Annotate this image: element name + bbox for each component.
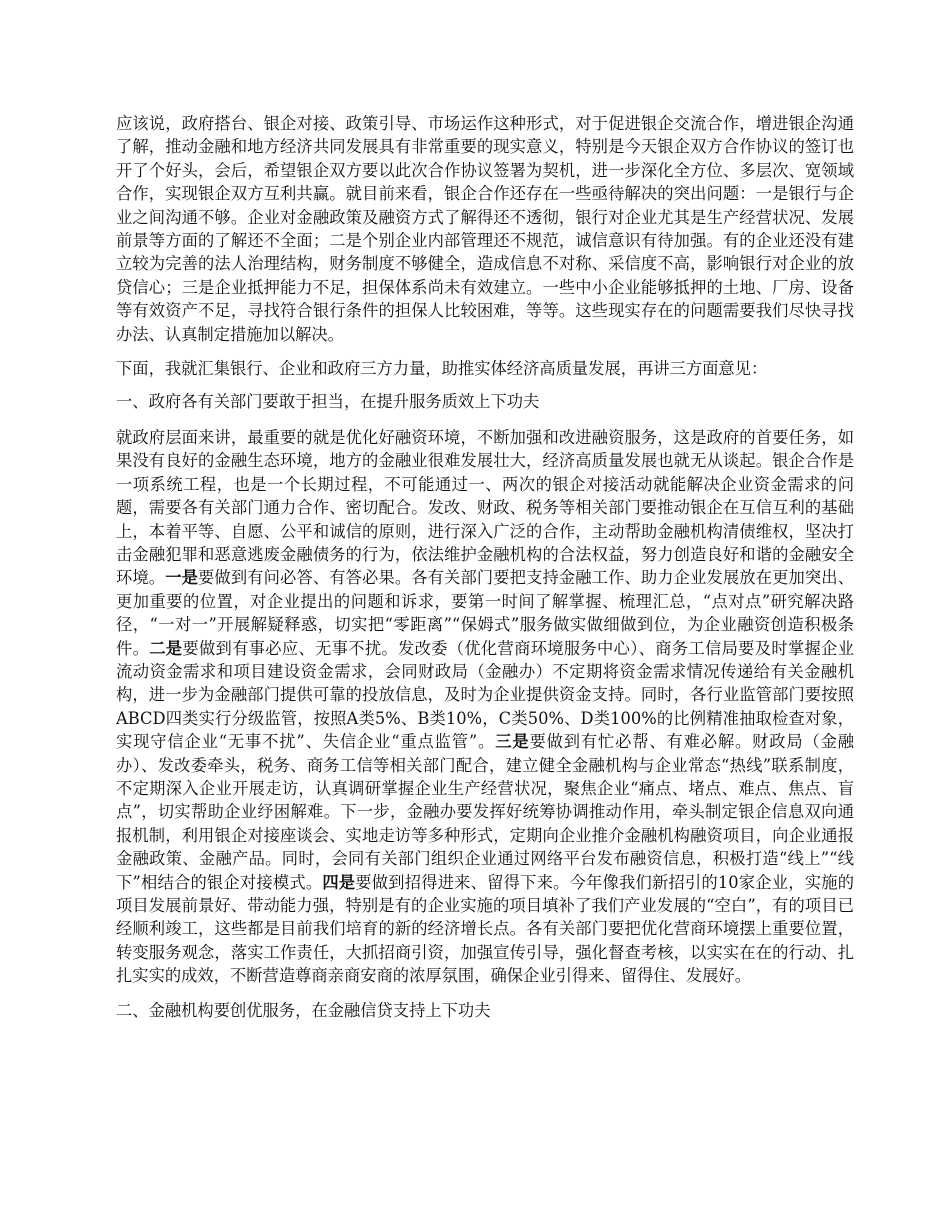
section-heading-2 (116, 999, 854, 1022)
text-run: 应该说，政府搭台、银企对接、政策引导、市场运作这种形式，对于促进银企交流合作，增进银企沟通了解，推动金融和地方经济共同发展具有非常重要的现实意义，特别是今天银企双方合作协议的签订也开了个好头，会后，希望银企双方要以此次合作协议签署为契机，进一步深化全方位、多层次、宽领域合作，实现银企双方互利共赢。就目前来看，银企合作还存在一些亟待解决的突出问题：一是银行与企业之间沟通不够。企业对金融政策及融资方式了解得还不透彻，银行对企业尤其是生产经营状况、发展前景等方面的了解还不全面；二是个别企业内部管理还不规范，诚信意识有待加强。有的企业还没有建立较为完善的法人治理结构，财务制度不够健全，造成信息不对称、采信度不高，影响银行对企业的放贷信心；三是企业抵押能力不足，担保体系尚未有效建立。一些中小企业能够抵押的土地、厂房、设备等有效资产不足，寻找符合银行条件的担保人比较困难，等等。这些现实存在的问题需要我们尽快寻找办法、认真制定措施加以解决。 (116, 114, 854, 344)
text-run: 二、金融机构要创优服务，在金融信贷支持上下功夫 (116, 1000, 491, 1020)
text-run: 要做到有忙必帮、有难必解。财政局（金融办）、发改委牵头，税务、商务工信等相关部门配合，建立健全金融机构与企业常态“热线”联系制度，不定期深入企业开展走访，认真调研掌握企业生产经营状况，聚焦企业“痛点、堵点、难点、焦点、盲点”，切实帮助企业纾困解难。下一步，金融办要发挥好统筹协调推动作用，牵头制定银企信息双向通报机制，利用银企对接座谈会、实地走访等多种形式，定期向企业推介金融机构融资项目，向企业通报金融政策、金融产品。同时，会同有关部门组织企业通过网络平台发布融资信息，积极打造“线上”“线下”相结合的银企对接模式。 (116, 732, 854, 892)
enumerator-bold: 二是 (149, 638, 183, 658)
enumerator-bold: 一是 (165, 568, 199, 588)
text-run: 要做到有事必应、无事不扰。发改委（优化营商环境服务中心）、商务工信局要及时掌握企业流动资金需求和项目建设资金需求，会同财政局（金融办）不定期将资金需求情况传递给有关金融机构，进一步为金融部门提供可靠的投放信息，及时为企业提供资金支持。同时，各行业监管部门要按照ABCD四类实行分级监管，按照A类5%、B类10%，C类50%、D类100%的比例精准抽取检查对象，实现守信企业“无事不扰”、失信企业“重点监管”。 (116, 638, 854, 752)
text-run: 就政府层面来讲，最重要的就是优化好融资环境，不断加强和改进融资服务，这是政府的首要任务，如果没有良好的金融生态环境，地方的金融业很难发展壮大，经济高质量发展也就无从谈起。银企合作是一项系统工程，也是一个长期过程，不可能通过一、两次的银企对接活动就能解决企业资金需求的问题，需要各有关部门通力合作、密切配合。发改、财政、税务等相关部门要推动银企在互信互利的基础上，本着平等、自愿、公平和诚信的原则，进行深入广泛的合作，主动帮助金融机构清债维权，坚决打击金融犯罪和恶意逃废金融债务的行为，依法维护金融机构的合法权益，努力创造良好和谐的金融安全环境。 (116, 427, 854, 588)
paragraph-intro (116, 112, 854, 346)
section-heading-1 (116, 390, 854, 413)
paragraph-transition (116, 357, 854, 380)
enumerator-bold: 四是 (322, 872, 356, 892)
enumerator-bold: 三是 (495, 732, 530, 752)
text-run: 要做到招得进来、留得下来。今年像我们新招引的10家企业，实施的项目发展前景好、带动能力强，特别是有的企业实施的项目填补了我们产业发展的“空白”，有的项目已经顺利竣工，这些都是目前我们培育的新的经济增长点。各有关部门要把优化营商环境摆上重要位置，转变服务观念，落实工作责任，大抓招商引资，加强宣传引导，强化督查考核，以实实在在的行动、扎扎实实的成效，不断营造尊商亲商安商的浓厚氛围，确保企业引得来、留得住、发展好。 (116, 872, 854, 986)
text-run: 一、政府各有关部门要敢于担当，在提升服务质效上下功夫 (116, 392, 540, 412)
text-run: 要做到有问必答、有答必果。各有关部门要把支持金融工作、助力企业发展放在更加突出、更加重要的位置，对企业提出的问题和诉求，要第一时间了解掌握、梳理汇总，“点对点”研究解决路径，“一对一”开展解疑释惑，切实把“零距离”“保姆式”服务做实做细做到位，为企业融资创造积极条件。 (116, 568, 854, 658)
text-run: 下面，我就汇集银行、企业和政府三方力量，助推实体经济高质量发展，再讲三方面意见： (116, 359, 768, 379)
paragraph-government (116, 426, 854, 988)
